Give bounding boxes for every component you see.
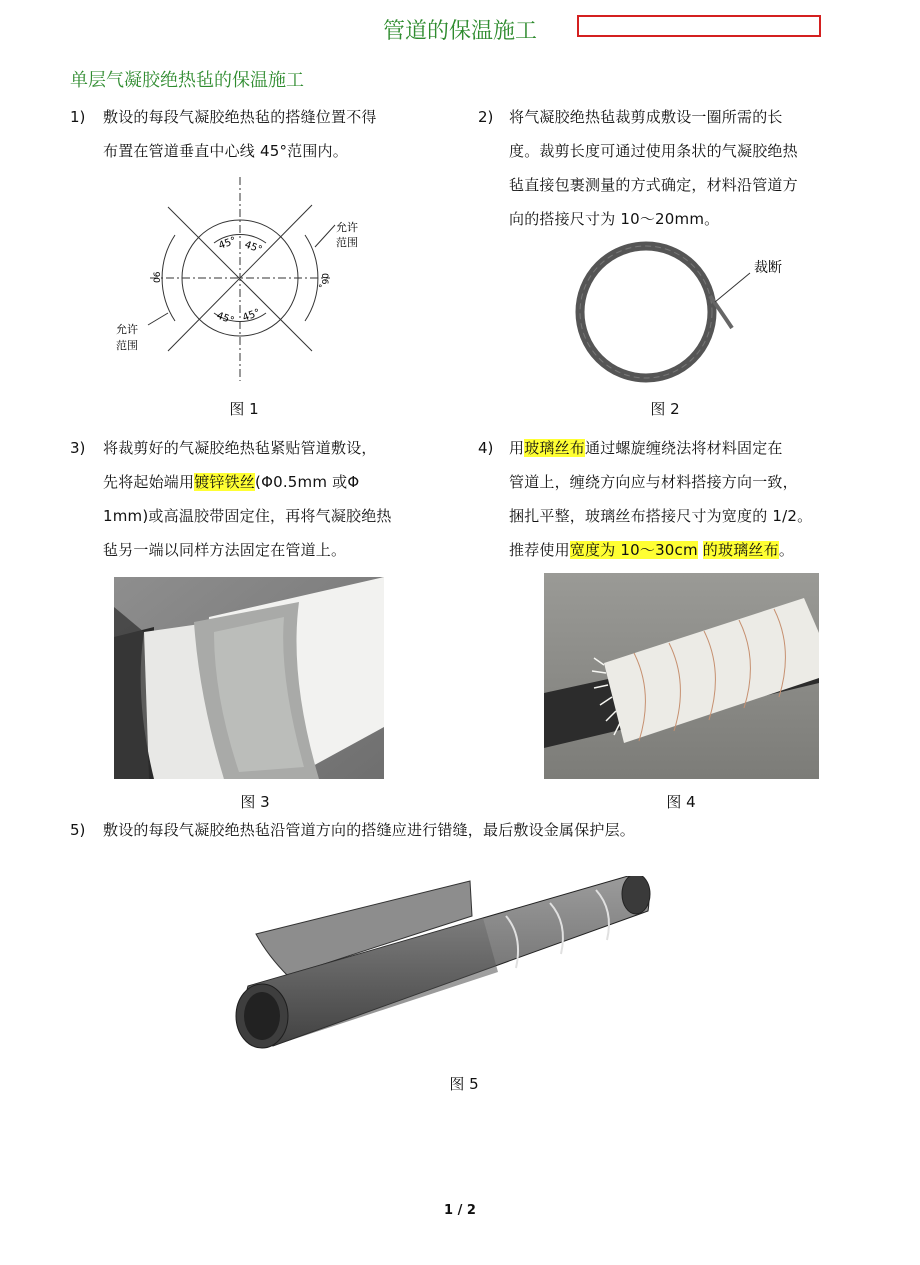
text-span: 。 (778, 541, 795, 559)
step-3-text (103, 431, 392, 567)
step-3-line (103, 465, 392, 499)
step-3-line: 1mm)或高温胶带固定住，再将气凝胶绝热 (103, 507, 392, 525)
leader-line (315, 225, 335, 247)
highlighted-text: 的玻璃丝布 (702, 541, 779, 559)
text-span: 推荐使用 (509, 541, 570, 559)
figure-3-caption: 图 3 (240, 793, 270, 811)
side-angle-label: 06 (153, 271, 163, 283)
document-title: 管道的保温施工 (382, 19, 537, 44)
figure-2-caption: 图 2 (650, 400, 680, 418)
step-1-number: 1) (70, 108, 86, 126)
title-annotation-box (577, 15, 821, 37)
cut-leader (715, 273, 750, 302)
figure-1-diagram (110, 175, 370, 387)
section-title: 单层气凝胶绝热毡的保温施工 (70, 70, 304, 91)
range-label: 范围 (116, 339, 138, 352)
text-span: (Φ0.5mm 或Φ (255, 473, 360, 491)
step-3-line: 将裁剪好的气凝胶绝热毡紧贴管道敷设， (103, 439, 377, 457)
side-angle-label: 06 (319, 273, 329, 285)
text-span: 先将起始端用 (103, 473, 195, 491)
step-4-text (509, 431, 812, 567)
step-2-line: 向的搭接尺寸为 10～20mm。 (509, 210, 720, 228)
step-2-number: 2) (478, 108, 494, 126)
angle-label: 45° (214, 310, 236, 327)
figure-2-diagram (570, 238, 800, 386)
figure-4-caption: 图 4 (666, 793, 696, 811)
highlighted-text: 镀锌铁丝 (194, 473, 256, 491)
step-4-number: 4) (478, 439, 494, 457)
step-3-line: 毡另一端以同样方法固定在管道上。 (103, 541, 347, 559)
step-2-line: 将气凝胶绝热毡裁剪成敷设一圈所需的长 (509, 108, 783, 126)
step-5-number: 5) (70, 821, 86, 839)
figure-4-photo (544, 573, 819, 779)
step-5-text: 敷设的每段气凝胶绝热毡沿管道方向的搭缝应进行错缝，最后敷设金属保护层。 (103, 821, 636, 839)
page-number: 1 / 2 (444, 1203, 476, 1218)
step-1-line: 敷设的每段气凝胶绝热毡的搭缝位置不得 (103, 108, 377, 126)
allowed-label: 允许 (336, 221, 358, 234)
text-span: 用 (509, 439, 525, 457)
text-span: 通过螺旋缠绕法将材料固定在 (585, 439, 783, 457)
step-1-text (103, 100, 377, 168)
angle-label: 45° (217, 235, 238, 252)
step-1-line: 布置在管道垂直中心线 45°范围内。 (103, 142, 348, 160)
figure-3-photo (114, 577, 384, 779)
degree-mark: ° (318, 284, 323, 294)
angle-label: 45° (242, 239, 264, 256)
highlighted-text: 宽度为 10～30cm (569, 541, 698, 559)
figure-5-diagram (228, 876, 658, 1058)
range-label: 范围 (336, 236, 358, 249)
step-2-line: 度。裁剪长度可通过使用条状的气凝胶绝热 (509, 142, 798, 160)
angle-label: 45° (241, 307, 262, 324)
allowed-label: 允许 (116, 323, 138, 336)
step-4-line (509, 431, 812, 465)
highlighted-text: 玻璃丝布 (524, 439, 586, 457)
step-4-line: 管道上，缠绕方向应与材料搭接方向一致， (509, 473, 798, 491)
step-2-line: 毡直接包裹测量的方式确定，材料沿管道方 (509, 176, 798, 194)
step-2-text (509, 100, 798, 236)
figure-1-caption: 图 1 (229, 400, 259, 418)
step-4-line: 捆扎平整，玻璃丝布搭接尺寸为宽度的 1/2。 (509, 507, 813, 525)
felt-ring (580, 246, 712, 378)
leader-line (148, 313, 168, 325)
figure-5-caption: 图 5 (449, 1075, 479, 1093)
step-3-number: 3) (70, 439, 86, 457)
step-4-line (509, 533, 812, 567)
cut-label: 裁断 (754, 260, 782, 276)
